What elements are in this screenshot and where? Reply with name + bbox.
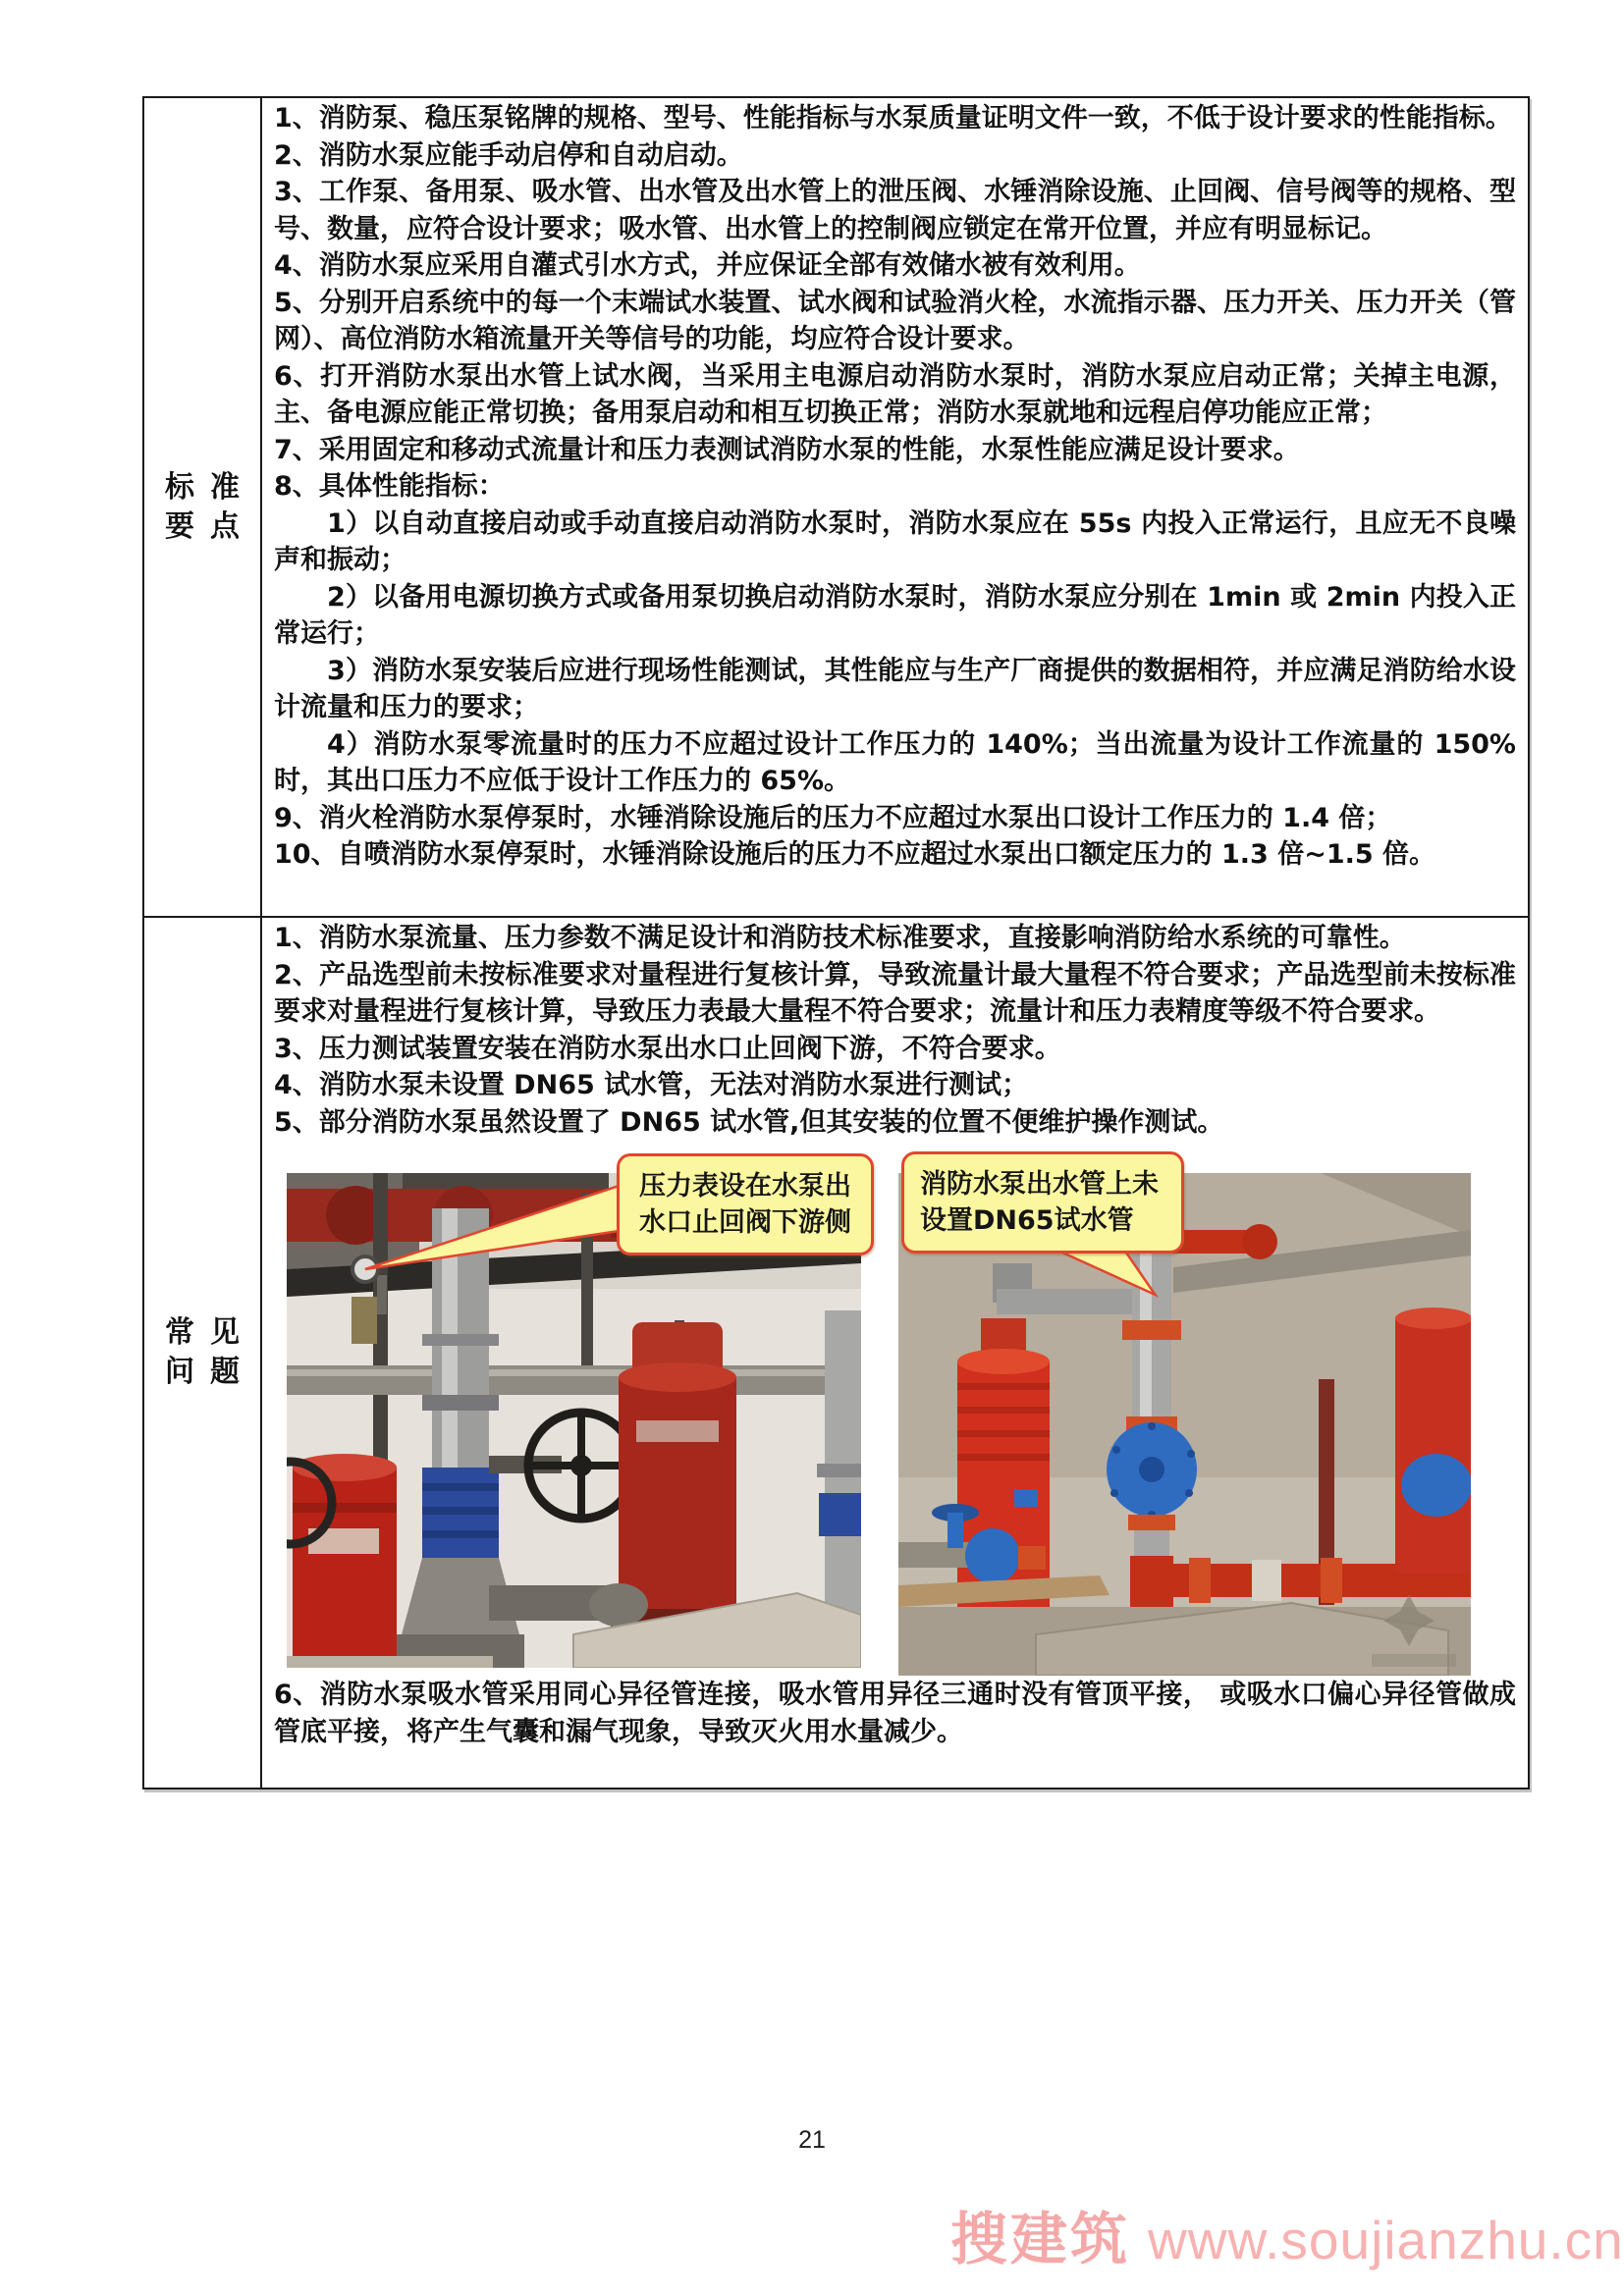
inspection-table — [142, 96, 1530, 1789]
problem-item: 4、消防水泵未设置 DN65 试水管，无法对消防水泵进行测试； — [274, 1070, 1029, 1100]
problem-item: 6、消防水泵吸水管采用同心异径管连接，吸水管用异径三通时没有管顶平接， 或吸水口偏心异径管做成管底平接，将产生气囊和漏气现象，导致灭火用水量减少。 — [274, 1680, 1516, 1747]
row-header-standard-label: 标准要点 — [165, 469, 240, 544]
photo-area — [274, 1141, 1516, 1677]
callout-text-line: 消防水泵出水管上未 — [920, 1169, 1159, 1200]
standard-item: 10、自喷消防水泵停泵时，水锤消除设施后的压力不应超过水泵出口额定压力的 1.3 倍~1.5 倍。 — [274, 839, 1436, 870]
callout-dn65 — [901, 1151, 1184, 1254]
callout-bold-text: DN65 — [973, 1205, 1055, 1236]
row-header-problems — [144, 918, 262, 1788]
problem-item: 1、消防水泵流量、压力参数不满足设计和消防技术标准要求，直接影响消防给水系统的可靠性。 — [274, 923, 1406, 953]
standard-item: 4、消防水泵应采用自灌式引水方式，并应保证全部有效储水被有效利用。 — [274, 250, 1141, 281]
watermark-url: www.soujianzhu.cn — [1148, 2210, 1624, 2270]
standard-item: 9、消火栓消防水泵停泵时，水锤消除设施后的压力不应超过水泵出口设计工作压力的 1.4 倍； — [274, 802, 1392, 833]
standard-subitem: 4）消防水泵零流量时的压力不应超过设计工作压力的 140%；当出流量为设计工作流量的 150%时，其出口压力不应低于设计工作压力的 65%。 — [274, 728, 1516, 796]
standard-item: 6、打开消防水泵出水管上试水阀，当采用主电源启动消防水泵时，消防水泵应启动正常；关掉主电源，主、备电源应能正常切换；备用泵启动和相互切换正常；消防水泵就地和远程启停功能应正常； — [274, 360, 1516, 428]
table-row-problems — [144, 918, 1528, 1788]
standard-content-cell — [262, 98, 1528, 916]
problems-content-cell — [262, 918, 1528, 1788]
standard-subitem: 1）以自动直接启动或手动直接启动消防水泵时，消防水泵应在 55s 内投入正常运行，且应无不良噪声和振动； — [274, 507, 1516, 575]
site-watermark — [950, 2193, 1624, 2275]
callout-text-line: 压力表设在水泵出 — [639, 1171, 851, 1201]
table-row-standard — [144, 98, 1528, 918]
problem-item: 3、压力测试装置安装在消防水泵出水口止回阀下游，不符合要求。 — [274, 1033, 1061, 1064]
callout-pressure-gauge — [617, 1153, 874, 1255]
callout-text-pre: 设置 — [920, 1205, 973, 1236]
standard-item: 7、采用固定和移动式流量计和压力表测试消防水泵的性能，水泵性能应满足设计要求。 — [274, 434, 1300, 465]
standard-subitem: 3）消防水泵安装后应进行现场性能测试，其性能应与生产厂商提供的数据相符，并应满足消防给水设计流量和压力的要求； — [274, 655, 1516, 722]
standard-item: 1、消防泵、稳压泵铭牌的规格、型号、性能指标与水泵质量证明文件一致，不低于设计要求的性能指标。 — [274, 103, 1512, 133]
red-pump-left — [293, 1454, 397, 1668]
red-pump-far-right — [1395, 1308, 1471, 1574]
standard-item: 8、具体性能指标： — [274, 471, 505, 502]
standard-item: 3、工作泵、备用泵、吸水管、出水管及出水管上的泄压阀、水锤消除设施、止回阀、信号阀等的规格、型号、数量，应符合设计要求；吸水管、出水管上的控制阀应锁定在常开位置，并应有明显标记。 — [274, 177, 1516, 244]
standard-item: 5、分别开启系统中的每一个末端试水装置、试水阀和试验消火栓，水流指示器、压力开关、压力开关（管网）、高位消防水箱流量开关等信号的功能，均应符合设计要求。 — [274, 287, 1516, 354]
watermark-brand: 搜建筑 — [950, 2206, 1131, 2272]
row-header-problems-label: 常见问题 — [165, 1315, 240, 1389]
page-number: 21 — [798, 2126, 826, 2154]
callout-text-line: 水口止回阀下游侧 — [639, 1207, 851, 1238]
problem-item: 2、产品选型前未按标准要求对量程进行复核计算，导致流量计最大量程不符合要求；产品选型前未按标准要求对量程进行复核计算，导致压力表最大量程不符合要求；流量计和压力表精度等级不符合要求。 — [274, 959, 1516, 1027]
blue-grooved-coupling — [422, 1468, 499, 1558]
standard-subitem: 2）以备用电源切换方式或备用泵切换启动消防水泵时，消防水泵应分别在 1min 或 2min 内投入正常运行； — [274, 581, 1516, 649]
standard-item: 2、消防水泵应能手动启停和自动启动。 — [274, 139, 743, 171]
callout-text-line — [920, 1202, 1181, 1239]
row-header-standard — [144, 98, 262, 916]
problem-item: 5、部分消防水泵虽然设置了 DN65 试水管,但其安装的位置不便维护操作测试。 — [274, 1106, 1224, 1138]
callout-text-post: 试水管 — [1054, 1205, 1134, 1236]
